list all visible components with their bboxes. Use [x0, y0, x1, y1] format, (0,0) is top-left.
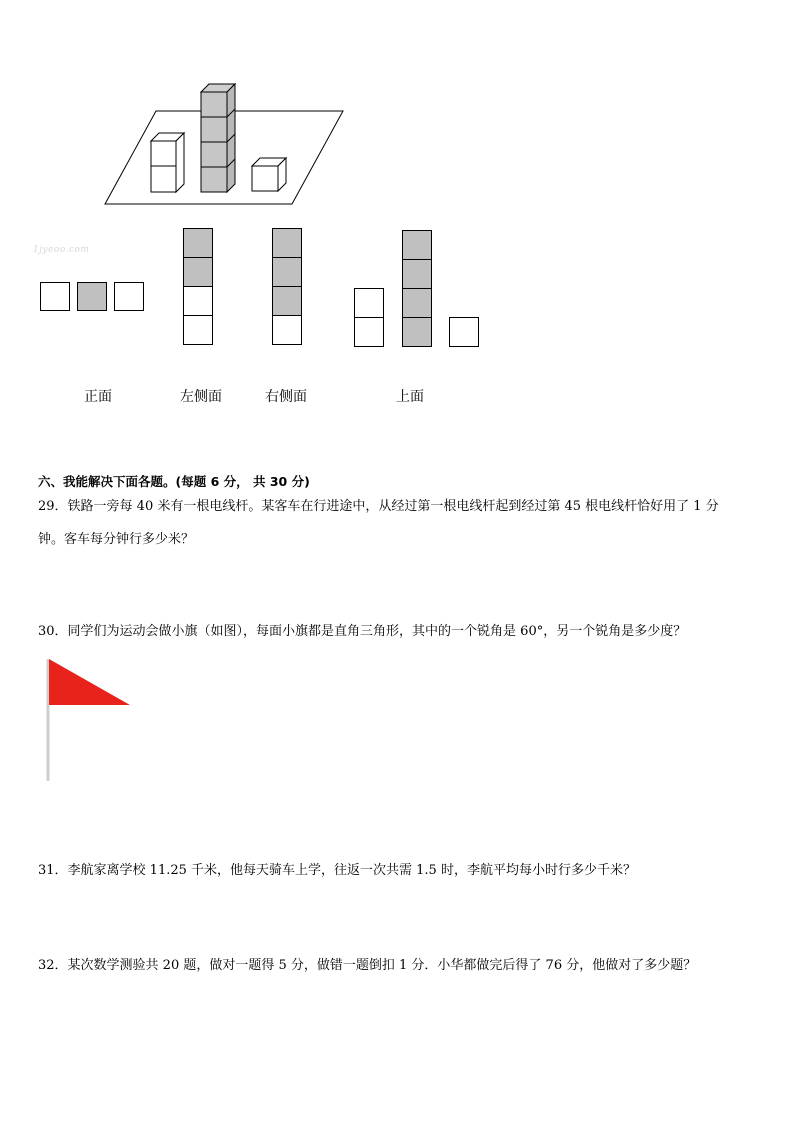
view-square [183, 286, 213, 316]
cube-arrangement-figure [0, 0, 794, 420]
question-31-text: 31．李航家离学校 11.25 千米，他每天骑车上学，往返一次共需 1.5 时，李航平均每小时行多少千米？ [38, 863, 636, 878]
view-square-shaded [183, 257, 213, 287]
view-square-shaded [402, 317, 432, 347]
question-29-line-2: 钟。客车每分钟行多少米？ [38, 532, 195, 547]
view-square-shaded [272, 257, 302, 287]
view-square-shaded [272, 286, 302, 316]
cube-stack-left [151, 133, 184, 192]
flag-triangle [49, 659, 130, 705]
view-square [449, 317, 479, 347]
view-label-top: 上面 [396, 389, 424, 405]
cube-stack-middle [201, 84, 235, 192]
question-29-line-1: 29．铁路一旁每 40 米有一根电线杆。某客车在行进途中，从经过第一根电线杆起到经过第 45 根电线杆恰好用了 1 分 [38, 499, 719, 514]
view-label-right: 右侧面 [265, 389, 307, 405]
view-square-shaded [402, 230, 432, 260]
watermark-text: 1jyeoo.com [33, 245, 90, 255]
view-label-front: 正面 [84, 389, 112, 405]
view-square-shaded [272, 228, 302, 258]
section-heading: 六、我能解决下面各题。(每题 6 分， 共 30 分) [38, 474, 310, 489]
view-square [40, 282, 70, 311]
view-square [354, 317, 384, 347]
view-square [354, 288, 384, 318]
flag-figure [40, 655, 140, 785]
view-square-shaded [402, 288, 432, 318]
view-square-shaded [183, 228, 213, 258]
view-square-shaded [402, 259, 432, 289]
question-30-text: 30．同学们为运动会做小旗（如图），每面小旗都是直角三角形，其中的一个锐角是 60°，另一个锐角是多少度？ [38, 624, 687, 639]
view-square [183, 315, 213, 345]
view-square-shaded [77, 282, 107, 311]
question-32-text: 32．某次数学测验共 20 题，做对一题得 5 分，做错一题倒扣 1 分．小华都做完后得了 76 分，他做对了多少题？ [38, 958, 697, 973]
view-square [114, 282, 144, 311]
cube-single-right [252, 158, 286, 191]
view-label-left: 左侧面 [180, 389, 222, 405]
view-square [272, 315, 302, 345]
